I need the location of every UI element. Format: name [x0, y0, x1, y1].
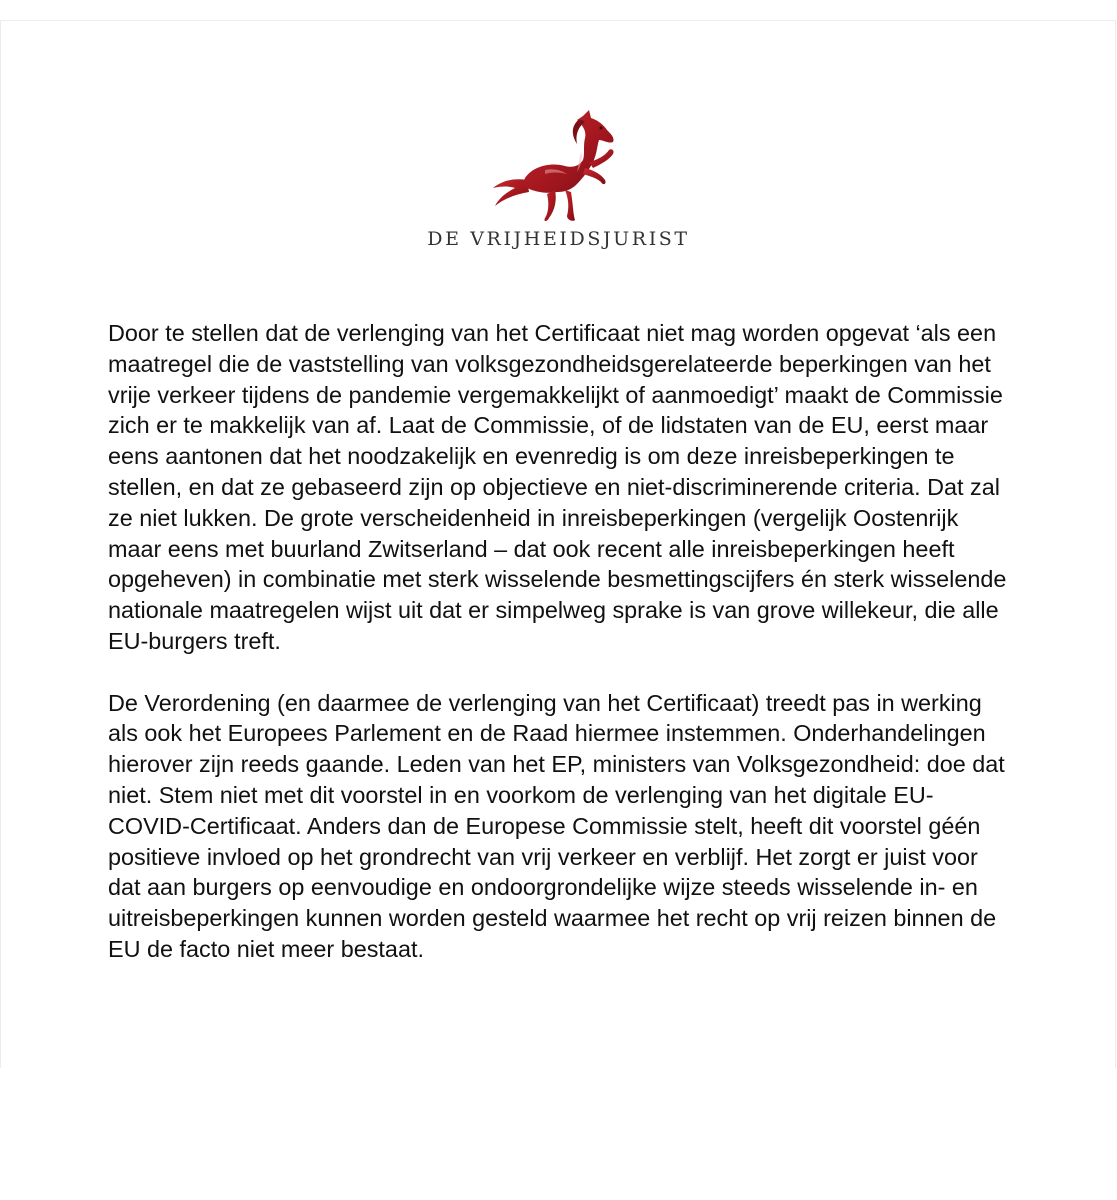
paragraph: De Verordening (en daarmee de verlenging van het Certificaat) treedt pas in werking als ook het Europees Parlement en de Raad hiermee instemmen. Onderhandelingen hierover zijn reeds gaande. Leden van het EP, ministers van Volksgezondheid: doe dat niet. Stem niet met dit voorstel in en voorkom de verlenging van het digitale EU-COVID-Certificaat. Anders dan de Europese Commissie stelt, heeft dit voorstel géén positieve invloed op het grondrecht van vrij verkeer en verblijf. Het zorgt er juist voor dat aan burgers op eenvoudige en ondoorgrondelijke wijze steeds wisselende in- en uitreisbeperkingen kunnen worden gesteld waarmee het recht op vrij reizen binnen de EU de facto niet meer bestaat.: [108, 689, 1005, 962]
paragraph: Door te stellen dat de verlenging van het Certificaat niet mag worden opgevat ‘als een maatregel die de vaststelling van volksgezondheidsgerelateerde beperkingen van het vrije verkeer tijdens de pandemie vergemakkelijkt of aanmoedigt’ maakt de Commissie zich er te makkelijk van af. Laat de Commissie, of de lidstaten van de EU, eerst maar eens aantonen dat het noodzakelijk en evenredig is om deze inreisbeperkingen te stellen, en dat ze gebaseerd zijn op objectieve en niet-discriminerende criteria. Dat zal ze niet lukken. De grote verscheidenheid in inreisbeperkingen (vergelijk Oostenrijk maar eens met buurland Zwitserland – dat ook recent alle inreisbeperkingen heeft opgeheven) in combinatie met sterk wisselende besmettingscijfers én sterk wisselende nationale maatregelen wijst uit dat er simpelweg sprake is van grove willekeur, die alle EU-burgers treft.: [108, 320, 1007, 654]
article-body: [108, 318, 1008, 996]
brand-name: DE VRIJHEIDSJURIST: [427, 228, 690, 250]
rearing-horse-logo: [485, 108, 625, 226]
